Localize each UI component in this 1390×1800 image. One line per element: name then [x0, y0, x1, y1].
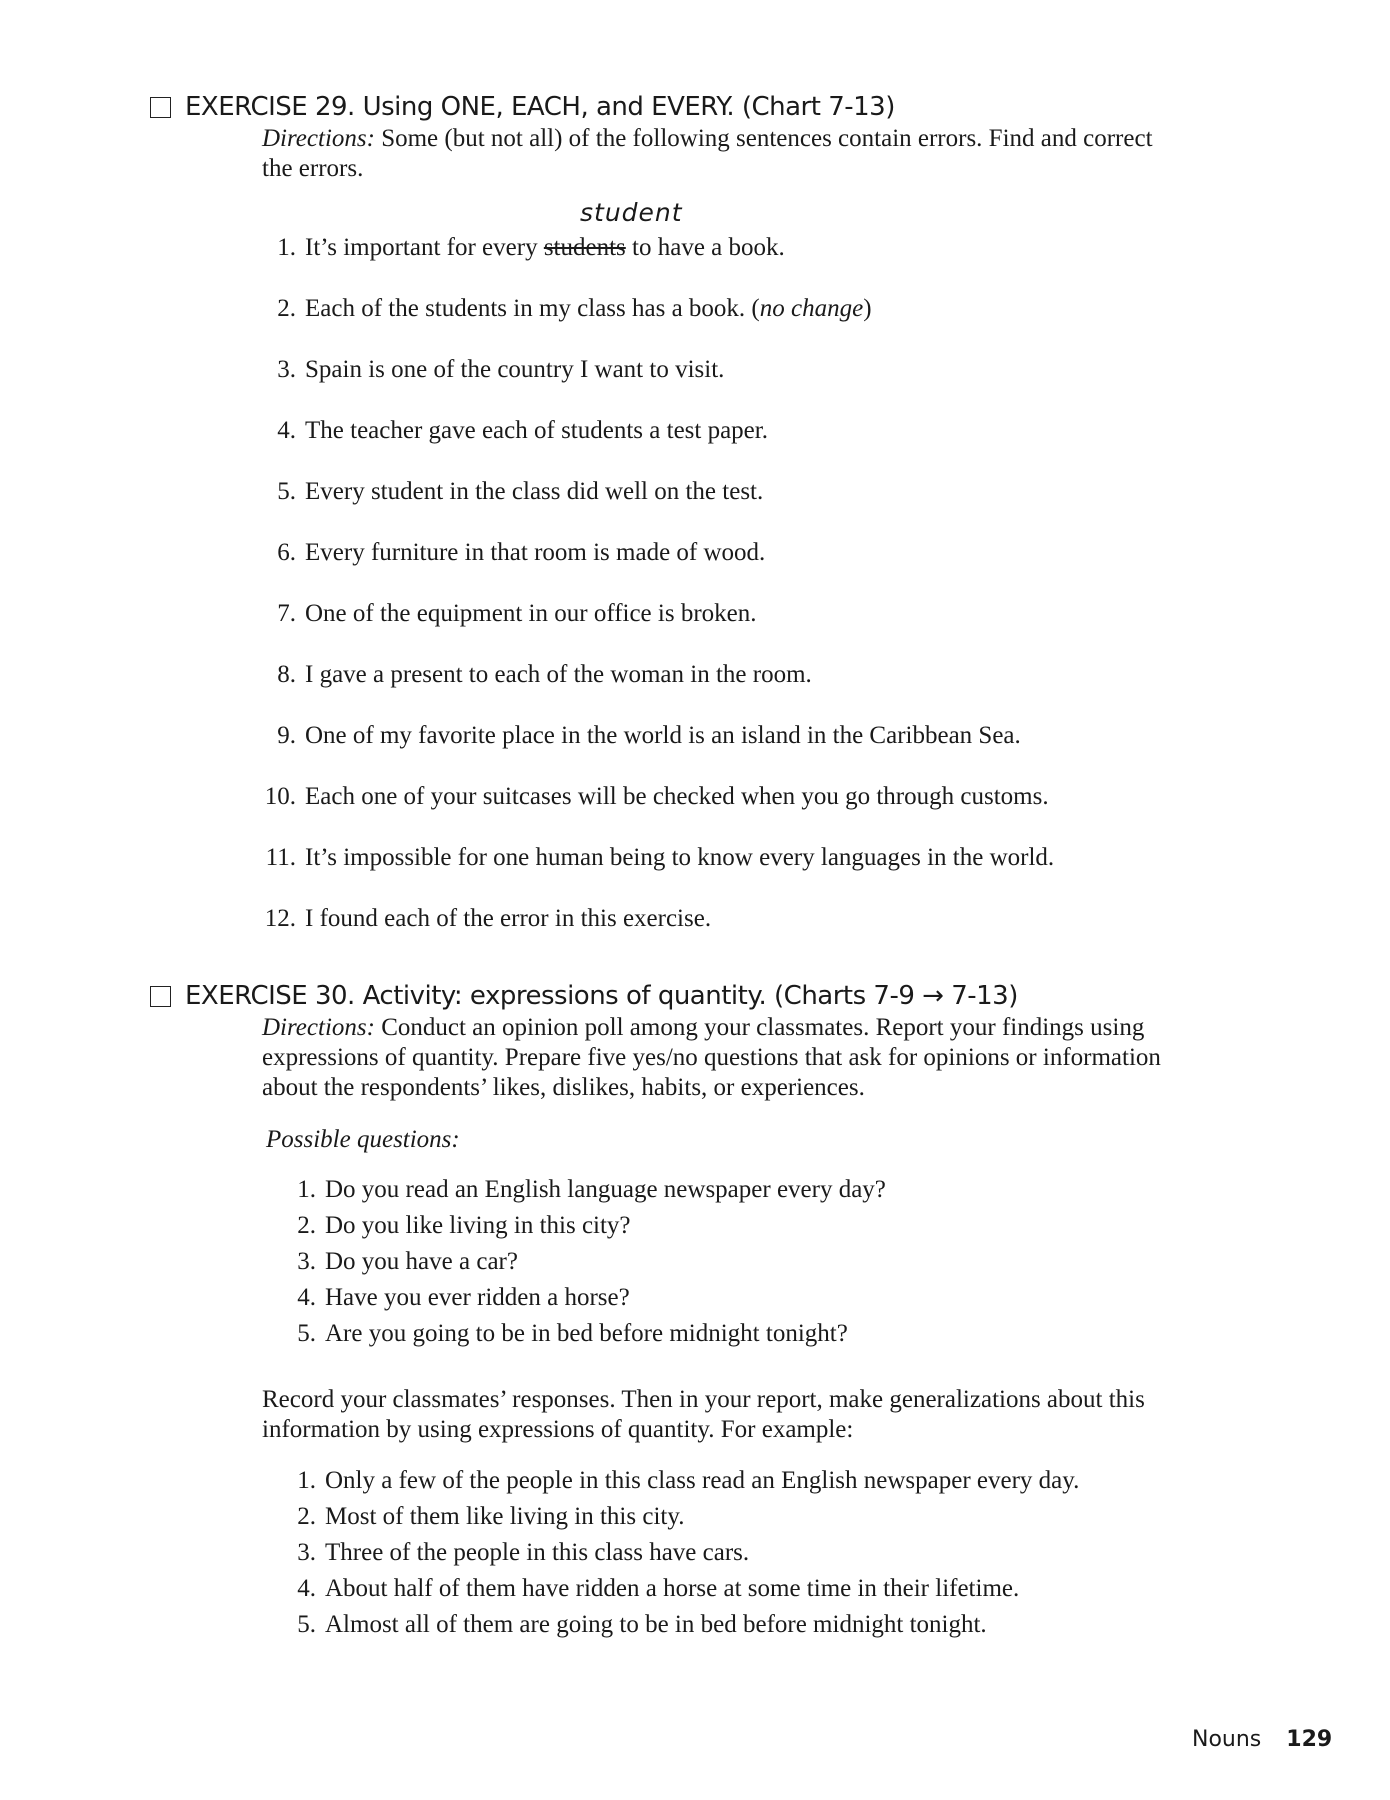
- no-change-note: no change: [759, 295, 864, 322]
- item-number: 8.: [277, 661, 296, 688]
- item-text: One of the equipment in our office is broken.: [305, 600, 757, 627]
- exercise-29-directions: [262, 124, 1153, 184]
- checkbox-icon[interactable]: [150, 97, 171, 118]
- checkbox-icon[interactable]: [150, 986, 171, 1007]
- directions-text: expressions of quantity. Prepare five yes/no questions that ask for opinions or information: [262, 1044, 1161, 1071]
- item-text: ): [863, 295, 872, 322]
- item-number: 5.: [277, 478, 296, 505]
- item-text: Most of them like living in this city.: [325, 1503, 685, 1530]
- item-number: 4.: [277, 417, 296, 444]
- item-text: Spain is one of the country I want to visit.: [305, 356, 725, 383]
- record-text: Record your classmates’ responses. Then in your report, make generalizations about this: [262, 1386, 1145, 1413]
- item-text: Every furniture in that room is made of wood.: [305, 539, 766, 566]
- directions-text: Some (but not all) of the following sentences contain errors. Find and correct: [374, 125, 1153, 152]
- item-number: 3.: [297, 1539, 316, 1566]
- directions-text: Conduct an opinion poll among your classmates. Report your findings using: [374, 1014, 1145, 1041]
- struck-word: students: [543, 234, 626, 261]
- item-number: 2.: [297, 1503, 316, 1530]
- item-number: 6.: [277, 539, 296, 566]
- item-text: I gave a present to each of the woman in the room.: [305, 661, 812, 688]
- item-number: 1.: [297, 1176, 316, 1203]
- item-text: It’s important for every: [305, 234, 544, 261]
- item-number: 10.: [264, 783, 296, 810]
- exercise-30-directions: [262, 1013, 1161, 1103]
- item-number: 7.: [277, 600, 296, 627]
- possible-questions-label: [266, 1126, 460, 1154]
- record-text: information by using expressions of quantity. For example:: [262, 1416, 854, 1443]
- item-text: Each one of your suitcases will be checked when you go through customs.: [305, 783, 1049, 810]
- item-text: Do you like living in this city?: [325, 1212, 631, 1239]
- page-number: 129: [1286, 1727, 1333, 1752]
- item-text: to have a book.: [625, 234, 785, 261]
- handwritten-correction: student: [580, 198, 683, 227]
- section-name: Nouns: [1192, 1727, 1262, 1752]
- exercise-29-header: [150, 92, 895, 122]
- directions-label: Directions:: [262, 1014, 375, 1041]
- item-text: Each of the students in my class has a book. (: [305, 295, 760, 322]
- item-number: 5.: [297, 1320, 316, 1347]
- directions-text: about the respondents’ likes, dislikes, habits, or experiences.: [262, 1074, 865, 1101]
- item-number: 1.: [297, 1467, 316, 1494]
- item-text: Three of the people in this class have cars.: [325, 1539, 750, 1566]
- item-number: 1.: [277, 234, 296, 261]
- item-text: Every student in the class did well on the test.: [305, 478, 764, 505]
- item-text: Have you ever ridden a horse?: [325, 1284, 630, 1311]
- item-number: 4.: [297, 1284, 316, 1311]
- directions-text: the errors.: [262, 155, 364, 182]
- item-number: 4.: [297, 1575, 316, 1602]
- page-footer: [1192, 1727, 1332, 1752]
- item-number: 2.: [277, 295, 296, 322]
- directions-label: Directions:: [262, 125, 375, 152]
- item-number: 11.: [265, 844, 296, 871]
- item-text: I found each of the error in this exercise.: [305, 905, 712, 932]
- exercise-29-title: EXERCISE 29. Using ONE, EACH, and EVERY. (Chart 7-13): [185, 92, 895, 122]
- item-number: 9.: [277, 722, 296, 749]
- possible-questions-text: Possible questions:: [266, 1126, 460, 1153]
- item-text: Do you read an English language newspaper every day?: [325, 1176, 886, 1203]
- item-number: 3.: [297, 1248, 316, 1275]
- item-text: It’s impossible for one human being to know every languages in the world.: [305, 844, 1055, 871]
- item-text: About half of them have ridden a horse at some time in their lifetime.: [325, 1575, 1020, 1602]
- exercise-30-title: EXERCISE 30. Activity: expressions of quantity. (Charts 7-9 → 7-13): [185, 981, 1018, 1011]
- record-instructions: [262, 1385, 1145, 1445]
- item-text: Almost all of them are going to be in bed before midnight tonight.: [325, 1611, 987, 1638]
- item-number: 3.: [277, 356, 296, 383]
- item-text: The teacher gave each of students a test paper.: [305, 417, 768, 444]
- item-number: 5.: [297, 1611, 316, 1638]
- exercise-30-header: [150, 981, 1018, 1011]
- item-text: Are you going to be in bed before midnight tonight?: [325, 1320, 848, 1347]
- item-text: One of my favorite place in the world is an island in the Caribbean Sea.: [305, 722, 1021, 749]
- item-number: 12.: [264, 905, 296, 932]
- item-text: Do you have a car?: [325, 1248, 518, 1275]
- item-text: Only a few of the people in this class read an English newspaper every day.: [325, 1467, 1080, 1494]
- item-number: 2.: [297, 1212, 316, 1239]
